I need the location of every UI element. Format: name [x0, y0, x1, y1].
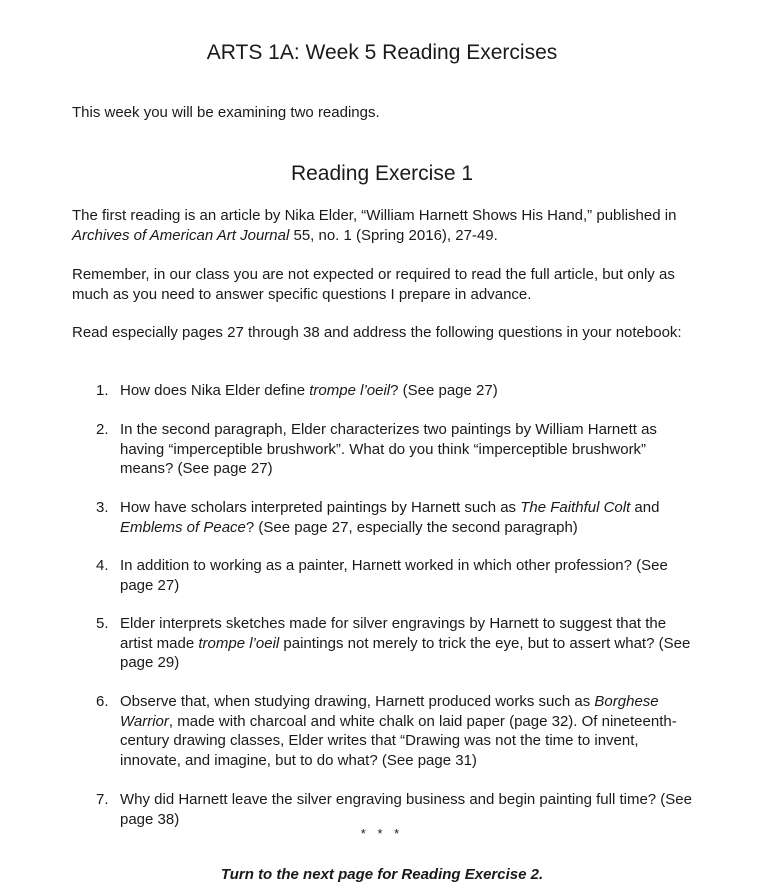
section-separator: * * * [360, 826, 404, 841]
reminder-paragraph: Remember, in our class you are not expected or required to read the full article, but only as much as you need to answer specific questions I prepare in advance. [72, 266, 675, 303]
question-italic-term: trompe l’oeil [309, 382, 391, 399]
question-number: 5. [96, 615, 109, 632]
question-text-part: How have scholars interpreted paintings by Harnett such as [120, 499, 521, 516]
question-text-part: ? (See page 27, especially the second paragraph) [245, 518, 578, 536]
question-text-part: paintings not merely to trick the eye, but to assert what? (See page 29) [120, 634, 691, 671]
question-item [96, 692, 702, 770]
instructions-paragraph: Read especially pages 27 through 38 and address the following questions in your notebook: [72, 324, 682, 341]
question-number: 3. [96, 499, 109, 516]
question-item [96, 614, 702, 673]
question-number: 2. [96, 421, 109, 438]
page-title: ARTS 1A: Week 5 Reading Exercises [206, 41, 558, 64]
artwork-title: Borghese Warrior [120, 693, 659, 730]
citation-paragraph [72, 206, 704, 245]
artwork-title: The Faithful Colt [520, 499, 631, 516]
question-text: In the second paragraph, Elder characterizes two paintings by William Harnett as having “imperceptible brushwork”. What do you think “imperceptible brushwork” means? (See page 27) [120, 421, 657, 477]
question-item [96, 556, 702, 595]
artwork-title: Emblems of Peace [120, 518, 246, 536]
question-number: 1. [96, 382, 109, 399]
question-text-part: , made with charcoal and white chalk on laid paper (page 32). Of nineteenth-century drawing classes, Elder writes that “Drawing was not the time to invent, innovate, and imagine, but to do what? (See page 31) [120, 712, 677, 769]
question-text: In addition to working as a painter, Harnett worked in which other profession? (See page 27) [120, 557, 668, 594]
question-number: 6. [96, 693, 109, 710]
question-text [120, 381, 702, 401]
question-text [120, 614, 702, 673]
question-text-part: Elder interprets sketches made for silver engravings by Harnett to suggest that the artist made [120, 615, 667, 652]
question-item [96, 790, 702, 829]
question-italic-term: trompe l’oeil [198, 634, 280, 652]
citation-text-before: The first reading is an article by Nika Elder, “William Harnett Shows His Hand,” published in [72, 207, 677, 224]
question-text-part: and [630, 499, 660, 516]
intro-text: This week you will be examining two readings. [72, 104, 380, 121]
section-heading: Reading Exercise 1 [290, 162, 474, 185]
question-text-part: Observe that, when studying drawing, Harnett produced works such as [120, 693, 595, 710]
footer-note: Turn to the next page for Reading Exercise 2. [220, 866, 544, 883]
question-text-part: How does Nika Elder define [120, 382, 310, 399]
journal-title: Archives of American Art Journal [72, 226, 290, 244]
question-text-part: ? (See page 27) [390, 382, 498, 399]
citation-text-after: 55, no. 1 (Spring 2016), 27-49. [289, 226, 498, 244]
question-number: 7. [96, 791, 109, 808]
question-text [120, 692, 702, 770]
question-item [96, 498, 702, 537]
question-text: Why did Harnett leave the silver engraving business and begin painting full time? (See page 38) [120, 791, 692, 828]
question-text [120, 498, 702, 537]
question-item [96, 420, 702, 479]
question-number: 4. [96, 557, 109, 574]
question-item [96, 381, 702, 401]
